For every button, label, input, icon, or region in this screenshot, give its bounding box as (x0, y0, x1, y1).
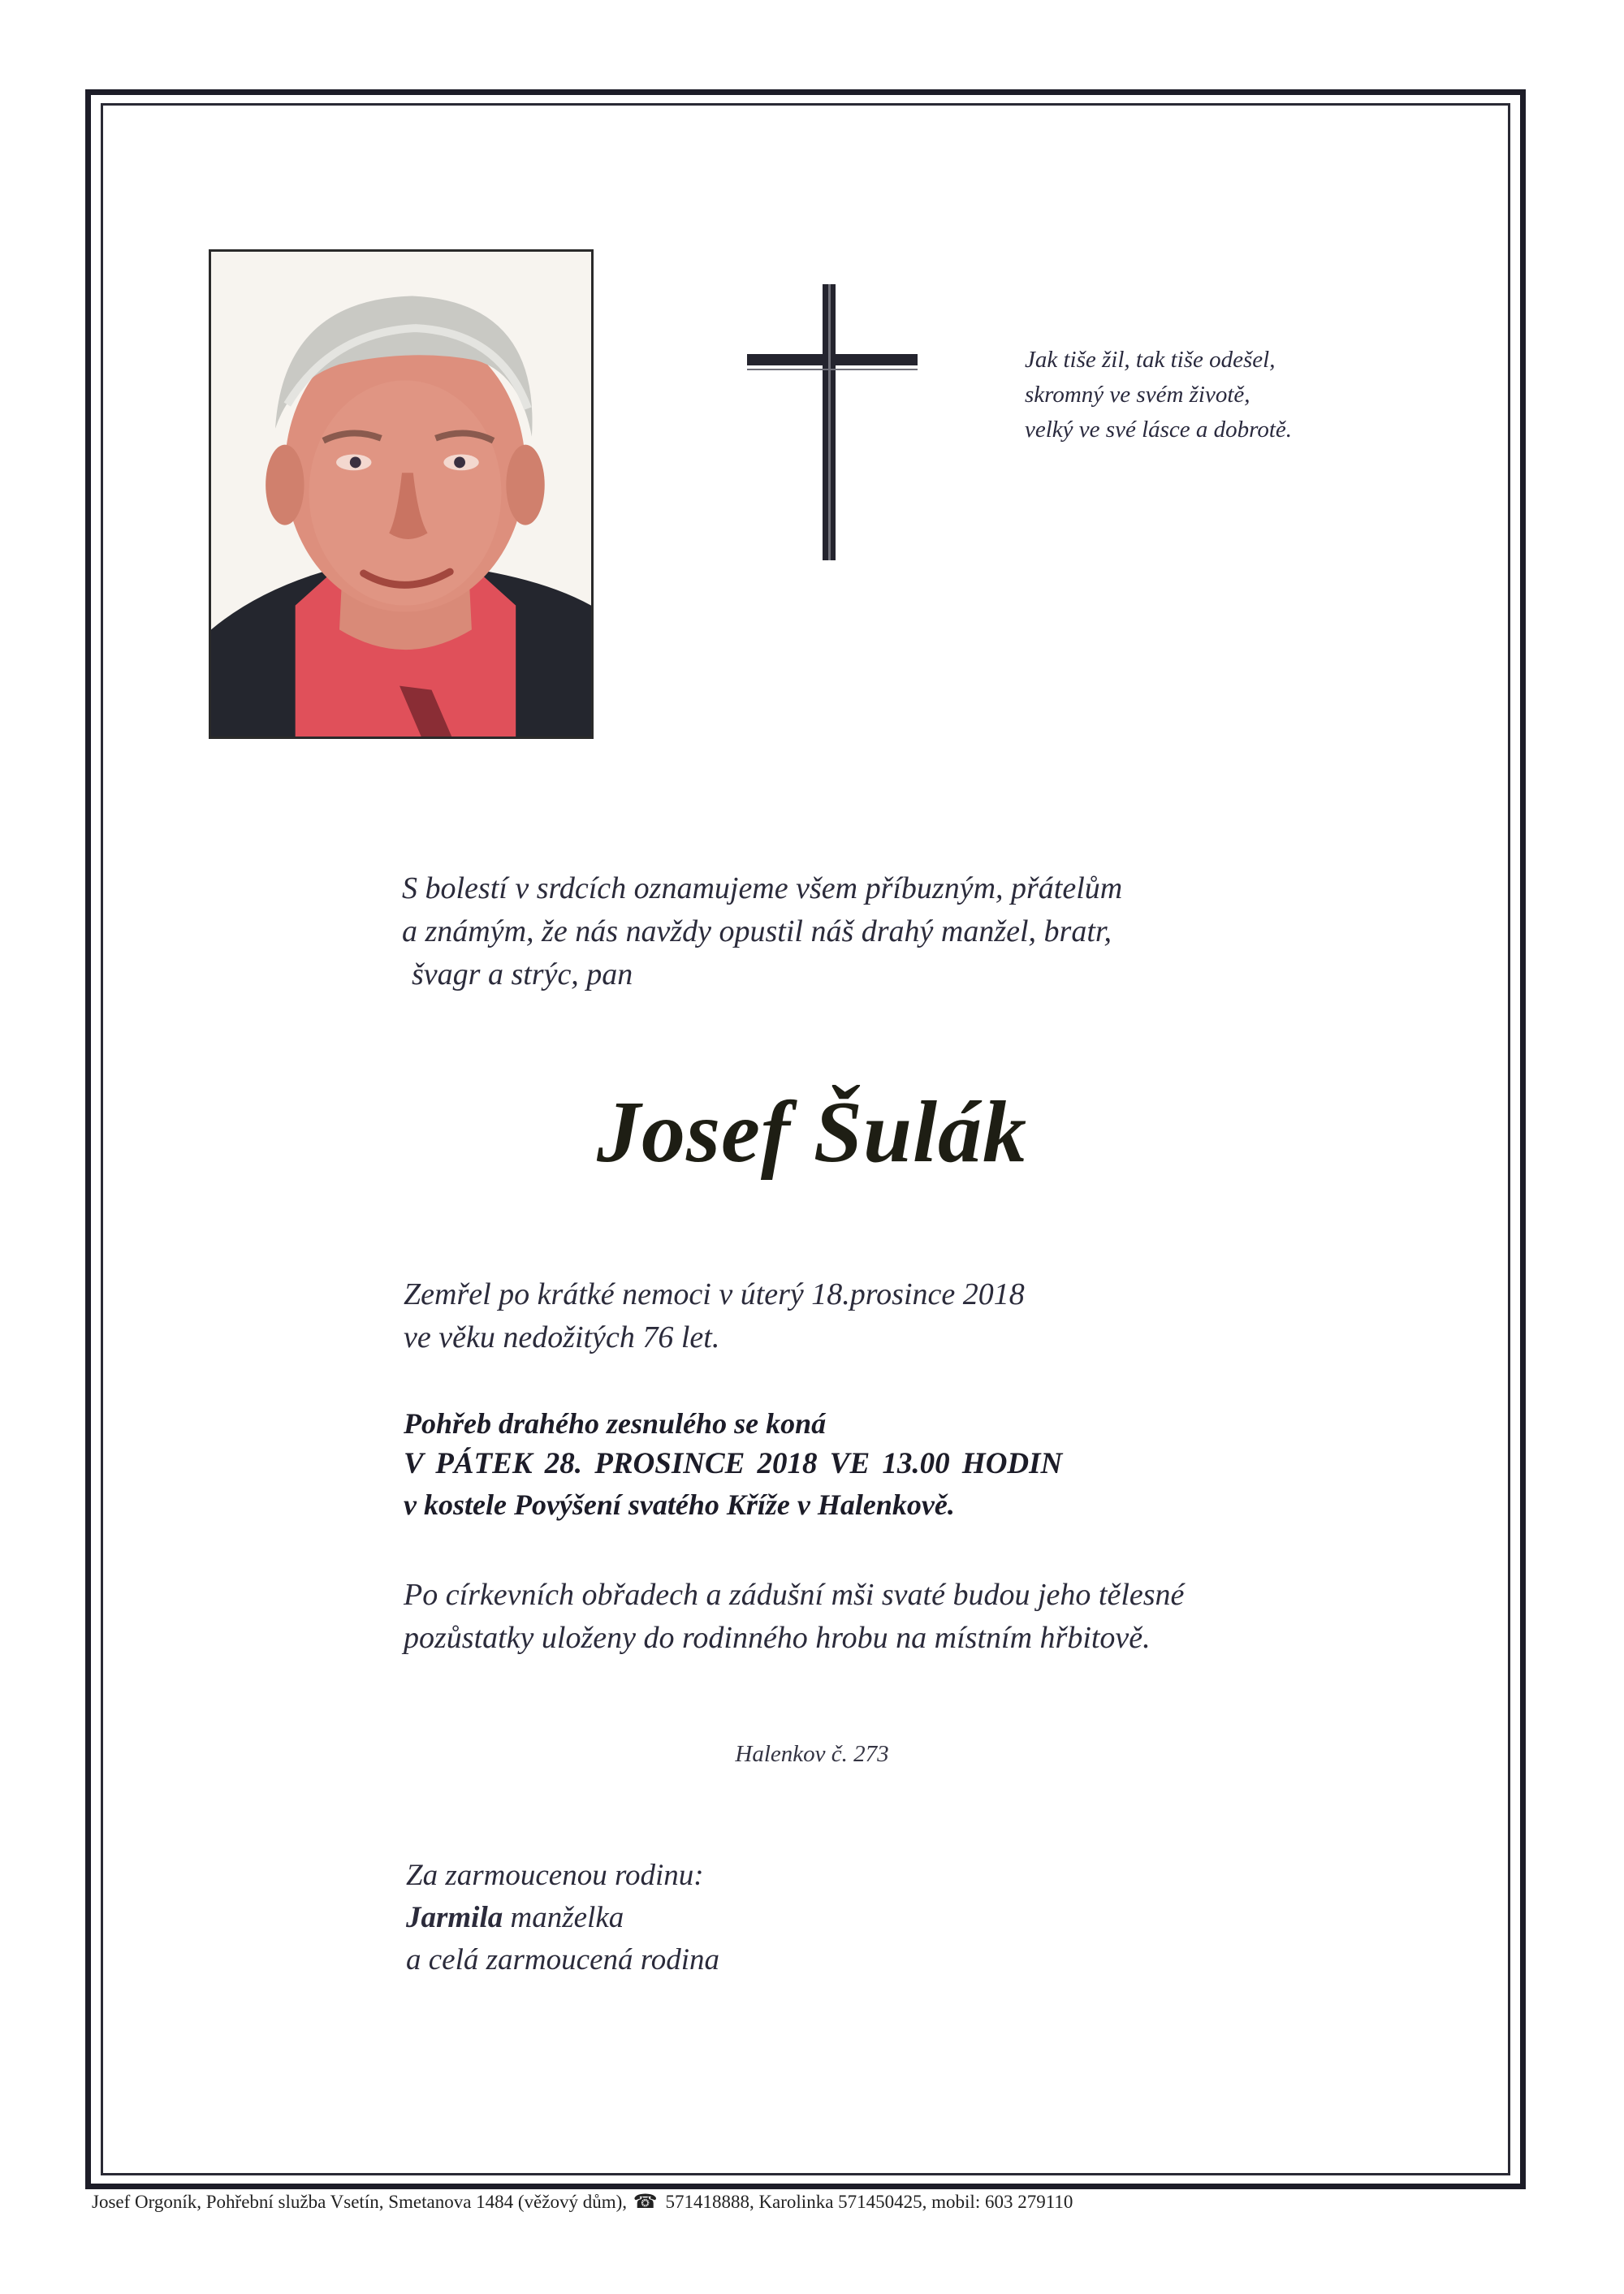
family-address: Halenkov č. 273 (735, 1741, 889, 1767)
funeral-service-footer (92, 2189, 1537, 2215)
intro-line: a známým, že nás navždy opustil náš drahý manžel, bratr, (402, 914, 1112, 948)
wife-name: Jarmila (406, 1901, 503, 1934)
deceased-name: Josef Šulák (596, 1084, 1028, 1181)
portrait-illustration (211, 252, 591, 737)
burial-line: pozůstatky uloženy do rodinného hrobu na místním hřbitově. (404, 1621, 1151, 1655)
motto-line: Jak tiše žil, tak tiše odešel, (1025, 347, 1276, 373)
family-wife (406, 1897, 1137, 1939)
motto-line: velký ve své lásce a dobrotě. (1025, 417, 1293, 443)
motto-verse (1025, 343, 1398, 447)
funeral-place: v kostele Povýšení svatého Kříže v Halenkově. (404, 1488, 955, 1521)
motto-line: skromný ve svém životě, (1025, 382, 1250, 408)
announcement-intro (402, 867, 1214, 996)
funeral-details (404, 1403, 1337, 1525)
intro-line: S bolestí v srdcích oznamujeme všem příbuzným, přátelům (402, 871, 1123, 905)
funeral-heading: Pohřeb drahého zesnulého se koná (404, 1407, 827, 1440)
family-rest: a celá zarmoucená rodina (406, 1943, 720, 1976)
footer-company: Josef Orgoník, Pohřební služba Vsetín, Smetanova 1484 (věžový dům), (92, 2192, 628, 2212)
cross-icon (747, 284, 918, 560)
death-line: Zemřel po krátké nemoci v úterý 18.prosince 2018 (404, 1277, 1025, 1311)
footer-phones: 571418888, Karolinka 571450425, mobil: 603 279110 (665, 2192, 1073, 2212)
funeral-date-time: V PÁTEK 28. PROSINCE 2018 VE 13.00 HODIN (404, 1447, 1063, 1480)
burial-details (404, 1574, 1297, 1660)
death-details (404, 1273, 1297, 1359)
wife-role: manželka (510, 1901, 624, 1934)
death-line: ve věku nedožitých 76 let. (404, 1320, 720, 1354)
intro-line: švagr a strýc, pan (412, 957, 633, 991)
telephone-icon: ☎ (633, 2192, 658, 2213)
portrait-photo (209, 249, 594, 739)
burial-line: Po církevních obřadech a zádušní mši svaté budou jeho tělesné (404, 1578, 1185, 1612)
family-signature (406, 1855, 1137, 1981)
family-heading: Za zarmoucenou rodinu: (406, 1859, 704, 1892)
